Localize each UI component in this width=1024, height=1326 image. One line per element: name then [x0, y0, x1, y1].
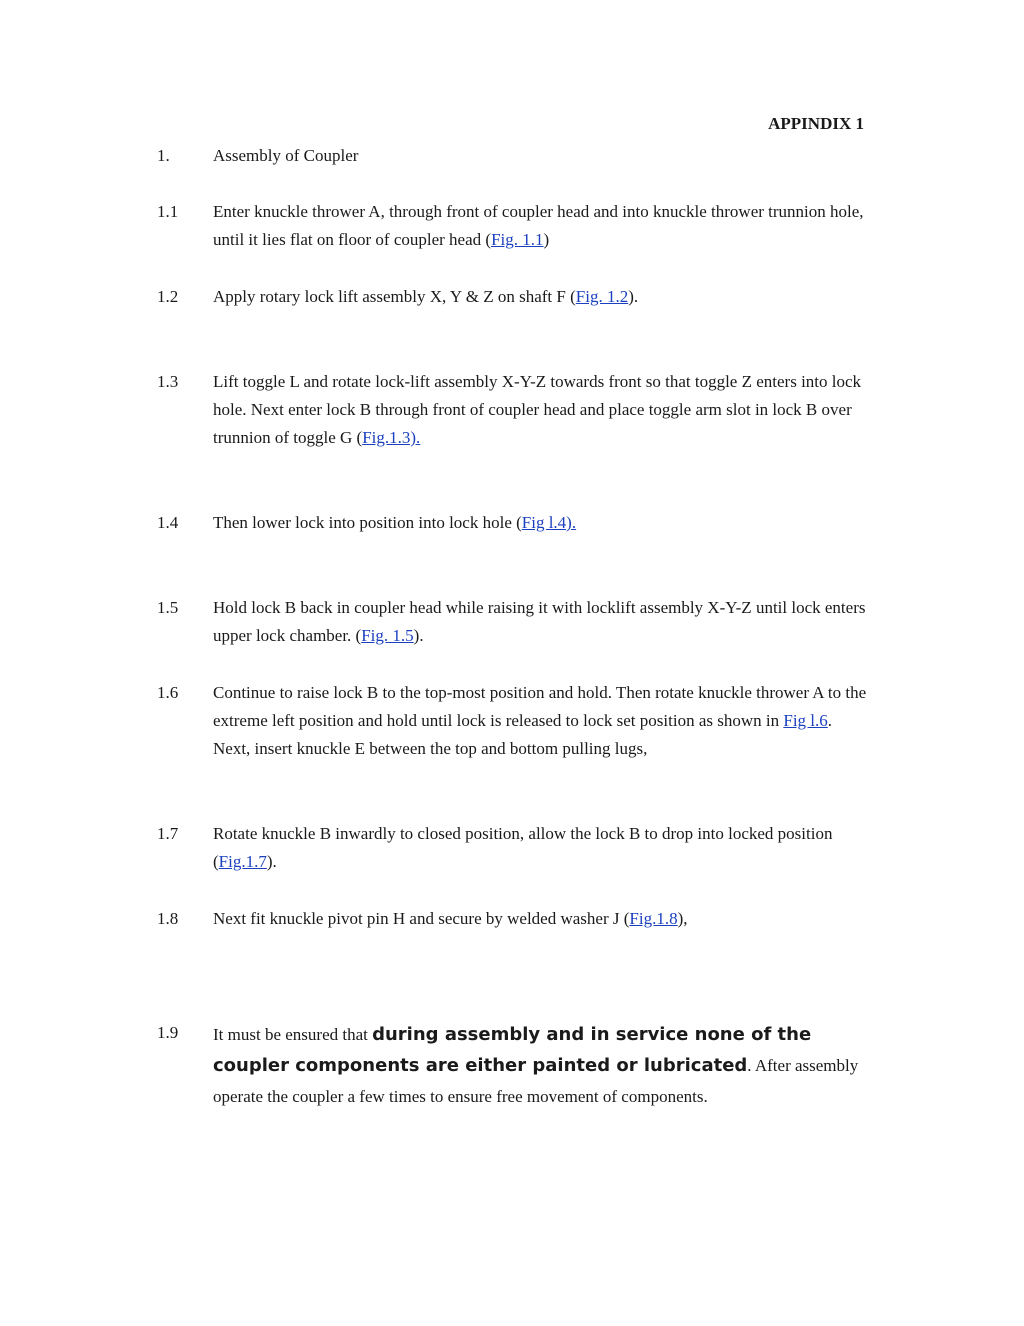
item-number: 1.7 — [157, 824, 179, 843]
item-text: Apply rotary lock lift assembly X, Y & Z on shaft F (Fig. 1.2). — [213, 287, 639, 306]
figure-link[interactable]: Fig. 1.1 — [491, 230, 544, 249]
item-text: Enter knuckle thrower A, through front of coupler head and into knuckle thrower trunnion hole, until it lies flat on floor of coupler head (Fig. 1.1) — [213, 202, 864, 249]
item-text: Lift toggle L and rotate lock-lift assembly X-Y-Z towards front so that toggle Z enters into lock hole. Next enter lock B through front of coupler head and place toggle arm slot in lock B over trunnion of toggle G (Fig.1.3). — [213, 372, 862, 447]
item-text: Then lower lock into position into lock hole (Fig l.4). — [213, 513, 577, 532]
figure-link[interactable]: Fig.1.3). — [362, 428, 421, 447]
item-number: 1.5 — [157, 598, 179, 617]
emphasis-text: during assembly and in service none of the coupler components are either painted or lubricated — [213, 1024, 812, 1076]
item-number: 1.1 — [157, 202, 179, 221]
item-text: Rotate knuckle B inwardly to closed position, allow the lock B to drop into locked position (Fig.1.7). — [213, 824, 833, 871]
item-number: 1.4 — [157, 513, 179, 532]
appendix-heading: APPINDIX 1 — [768, 114, 864, 133]
item-text: Next fit knuckle pivot pin H and secure by welded washer J (Fig.1.8), — [213, 909, 688, 928]
item-number: 1.8 — [157, 909, 179, 928]
figure-link[interactable]: Fig.1.7 — [218, 852, 267, 871]
item-text: It must be ensured that during assembly and in service none of the coupler components are either painted or lubricated. After assembly operate the coupler a few times to ensure free movement of components. — [213, 1024, 859, 1106]
item-number: 1.3 — [157, 372, 179, 391]
figure-link[interactable]: Fig l.4). — [521, 513, 577, 532]
item-text: Hold lock B back in coupler head while raising it with locklift assembly X-Y-Z until lock enters upper lock chamber. (Fig. 1.5). — [213, 598, 866, 645]
section-title: Assembly of Coupler — [213, 146, 359, 165]
item-number: 1.9 — [157, 1023, 179, 1042]
item-number: 1.6 — [157, 683, 179, 702]
figure-link[interactable]: Fig.1.8 — [629, 909, 678, 928]
item-number: 1.2 — [157, 287, 179, 306]
figure-link[interactable]: Fig. 1.2 — [575, 287, 629, 306]
figure-link[interactable]: Fig. 1.5 — [361, 626, 414, 645]
item-text: Continue to raise lock B to the top-most position and hold. Then rotate knuckle thrower A to the extreme left position and hold until lock is released to lock set position as shown in Fig l.6. Next, insert knuckle E between the top and bottom pulling lugs, — [213, 683, 867, 758]
section-number: 1. — [157, 146, 170, 165]
figure-link[interactable]: Fig l.6 — [783, 711, 828, 730]
